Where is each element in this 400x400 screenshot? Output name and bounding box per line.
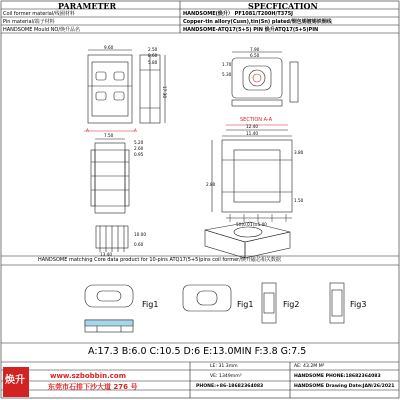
spec-value: HANDSOME-ATQ17(5+5) PIN 焕升ATQ17(5+5)PIN [183,27,319,33]
dim-label: 6.50 [250,53,260,58]
dim-label: 13.40 [100,252,112,257]
section-label: SECTION A-A [240,117,273,123]
dim-label: 5.20 [134,140,144,145]
spec-value: HANDSOME(焕升） PF1081/T200H/T375J [183,11,294,17]
fig-label: Fig1 [237,300,254,309]
dim-label: 0.95 [134,152,144,157]
ae-value: AE: 43.2M M² [294,364,325,369]
handsome-phone: HANDSOME PHONE:18682364083 [294,374,381,379]
phone: PHONE:+86-18682364083 [196,384,264,389]
section-marker: A [134,128,137,133]
param-header: PARAMETER [58,1,117,11]
dim-label: 9.60 [104,45,114,50]
spec-value: Copper-tin allory(Cusn),tin(Sn) plated/铜包锡镀锡铁铜线 [183,19,332,25]
dim-label: 7.90 [250,47,260,52]
dim-label: 7.50 [104,133,114,138]
dim-label: 5.30 [222,72,232,77]
dim-label: 1.70 [222,62,232,67]
pin-pitch-label: 5X(0.01)=5.00 [236,222,267,227]
le-value: LE: 31.3mm [210,364,238,369]
fig-label: Fig2 [283,300,300,309]
dim-label: 3.80 [294,150,304,155]
spec-key: Pin material/端子材料 [3,19,55,25]
spec-key: HANDSOME Mould NO/焕升品名 [3,27,80,33]
dim-label: 11.40 [246,131,258,136]
spec-key: Coil former material/线圈材料 [3,11,75,17]
core-formula: A:17.3 B:6.0 C:10.5 D:6 E:13.0MIN F:3.8 G:7.5 [88,346,307,357]
spec-header: SPECFICATION [248,1,318,11]
dim-label: 2.50 [148,47,158,52]
drawing-date: HANDSOME Drawing Date:JAN/26/2021 [294,384,395,389]
dim-label: 5.80 [148,60,158,65]
dim-label: 2.60 [134,146,144,151]
dim-label: 1.50 [294,198,304,203]
dim-label: 10.00 [134,232,146,237]
core-note: HANDSOME matching Core data product for 10-pins ATQ17(5+5)pins coil former/焕升磁芯相关数据 [38,257,281,263]
dim-label: 17.30 [162,86,167,98]
section-marker: A [86,128,89,133]
logo-text: 焕升 [5,375,25,386]
fig-label: Fig1 [142,300,159,309]
ve-value: VE: 1349mm³ [210,374,242,379]
fig-label: Fig3 [350,300,367,309]
website: www.szbobbin.com [50,372,126,380]
dim-label: 12.40 [246,124,258,129]
dim-label: 0.60 [134,242,144,247]
dim-label: 8.60 [148,53,158,58]
address: 东莞市石排下沙大道 276 号 [48,383,138,391]
dim-label: 2.80 [206,182,216,187]
